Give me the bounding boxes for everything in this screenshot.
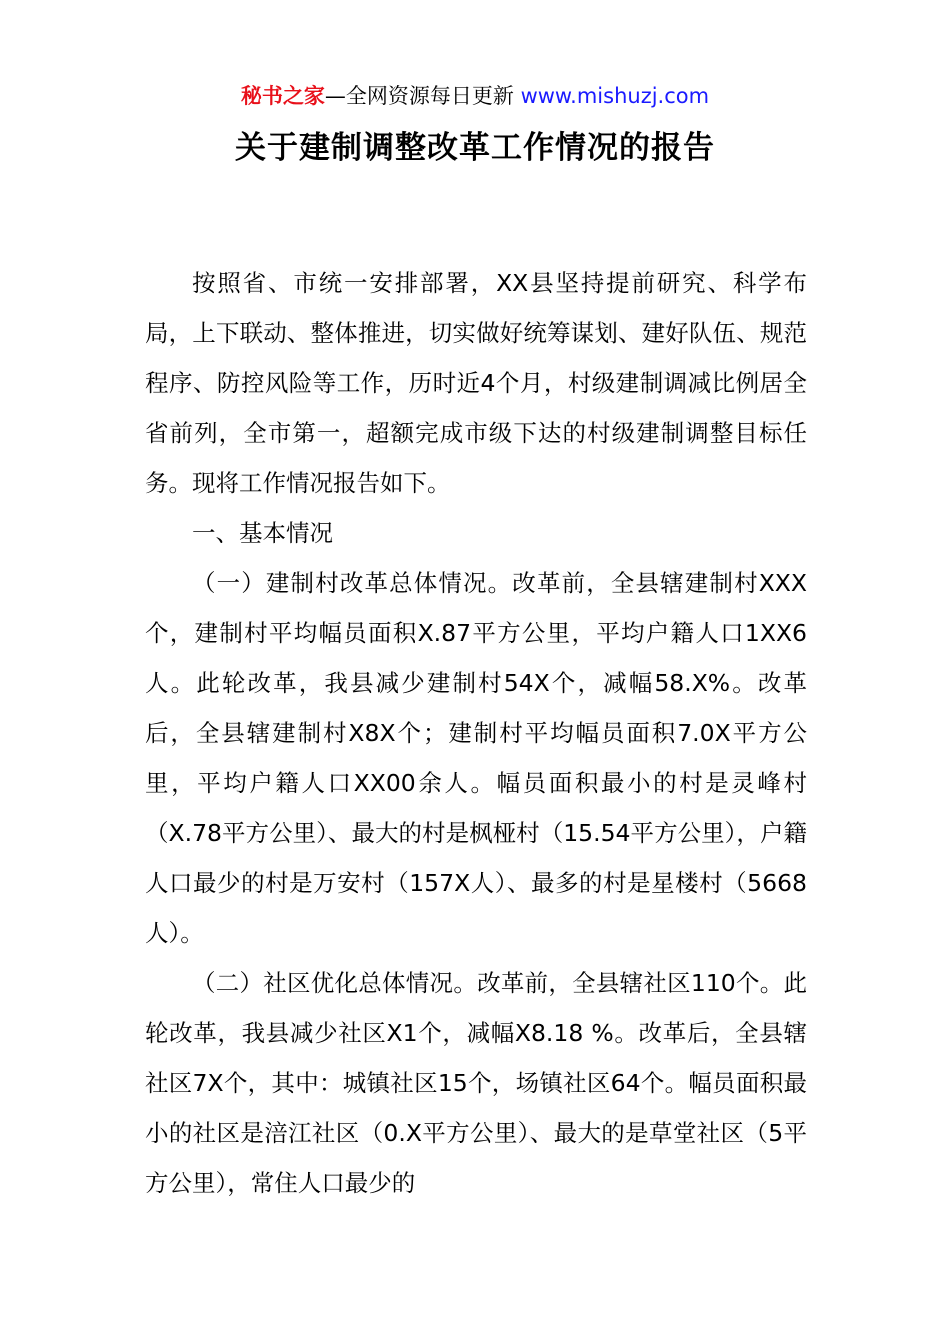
paragraph-community-optimization: （二）社区优化总体情况。改革前，全县辖社区110个。此轮改革，我县减少社区X1个，减幅X8.18 %。改革后，全县辖社区7X个，其中：城镇社区15个，场镇社区64个。幅员面积最小的社区是涪江社区（0.X平方公里）、最大的是草堂社区（5平方公里），常住人口最少的: [145, 969, 807, 1197]
banner-tagline: —全网资源每日更新: [324, 84, 521, 108]
intro-paragraph: 按照省、市统一安排部署，XX县坚持提前研究、科学布局，上下联动、整体推进，切实做好统筹谋划、建好队伍、规范程序、防控风险等工作，历时近4个月，村级建制调减比例居全省前列，全市第一，超额完成市级下达的村级建制调整目标任务。现将工作情况报告如下。: [145, 269, 807, 497]
brand-name: 秘书之家: [240, 84, 325, 108]
document-title: 关于建制调整改革工作情况的报告: [235, 130, 715, 166]
section-heading-basic-situation: 一、基本情况: [192, 519, 333, 547]
document-body: [145, 258, 807, 1208]
paragraph-village-reform: （一）建制村改革总体情况。改革前，全县辖建制村XXX个，建制村平均幅员面积X.87平方公里，平均户籍人口1XX6人。此轮改革，我县减少建制村54X个，减幅58.X%。改革后，全县辖建制村X8X个；建制村平均幅员面积7.0X平方公里，平均户籍人口XX00余人。幅员面积最小的村是灵峰村（X.78平方公里）、最大的村是枫桠村（15.54平方公里），户籍人口最少的村是万安村（157X人）、最多的村是星楼村（5668人）。: [145, 569, 807, 947]
site-url-link[interactable]: www.mishuzj.com: [520, 84, 710, 108]
site-banner: [0, 82, 950, 110]
